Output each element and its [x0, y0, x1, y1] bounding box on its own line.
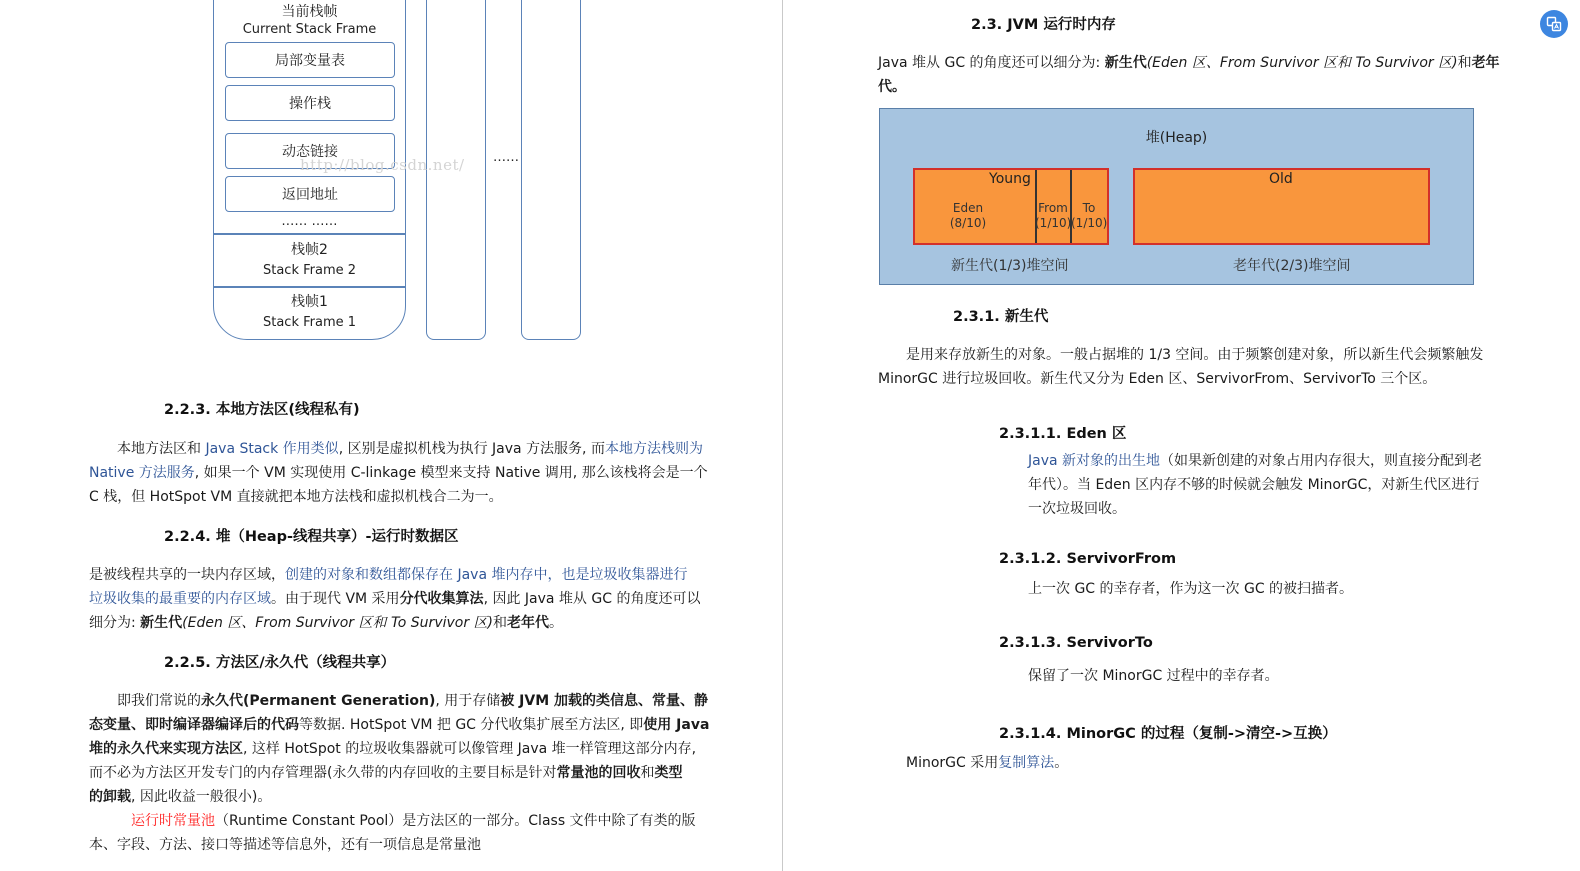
- left-page: [0, 0, 783, 871]
- heap-diagram: [879, 108, 1474, 285]
- local-variable-table-box: 局部变量表: [225, 42, 395, 78]
- paragraph-line: C 栈，但 HotSpot VM 直接就把本地方法栈和虚拟机栈合二为一。: [89, 489, 503, 505]
- paragraph-line: 运行时常量池（Runtime Constant Pool）是方法区的一部分。Class 文件中除了有类的版: [131, 813, 696, 829]
- translate-icon[interactable]: [1540, 10, 1568, 38]
- right-page: [784, 0, 1580, 871]
- thread-stack-column: [521, 0, 581, 340]
- paragraph-line: 堆的永久代来实现方法区, 这样 HotSpot 的垃圾收集器就可以像管理 Java 堆一样管理这部分内存,: [89, 741, 697, 757]
- paragraph-line: 本、字段、方法、接口等描述等信息外，还有一项信息是常量池: [89, 837, 481, 853]
- from-survivor-label: From (1/10): [1035, 201, 1072, 230]
- paragraph-line: 的卸载, 因此收益一般很小)。: [89, 789, 272, 805]
- frame-divider: [214, 286, 405, 288]
- paragraph-line: 上一次 GC 的幸存者，作为这一次 GC 的被扫描者。: [1028, 581, 1354, 597]
- paragraph-line: Java 新对象的出生地（如果新创建的对象占用内存很大，则直接分配到老: [1028, 453, 1483, 469]
- paragraph-line: Native 方法服务, 如果一个 VM 实现使用 C-linkage 模型来支持 Native 调用, 那么该栈将会是一个: [89, 465, 708, 481]
- section-heading-2312: 2.3.1.2. ServivorFrom: [999, 551, 1177, 567]
- paragraph-line: 细分为: 新生代(Eden 区、From Survivor 区和 To Survivor 区)和老年代。: [89, 615, 564, 631]
- young-generation-block: [913, 168, 1109, 245]
- frame-dots: …… ……: [281, 214, 338, 229]
- section-heading-2314: 2.3.1.4. MinorGC 的过程（复制->清空->互换）: [999, 726, 1337, 742]
- paragraph-line: 本地方法区和 Java Stack 作用类似, 区别是虚拟机栈为执行 Java 方法服务, 而本地方法栈则为: [117, 441, 703, 457]
- section-heading-23: 2.3. JVM 运行时内存: [971, 17, 1116, 33]
- stack-frame-1-en: Stack Frame 1: [262, 315, 357, 330]
- operand-stack-box: 操作栈: [225, 85, 395, 121]
- section-heading-223: 2.2.3. 本地方法区(线程私有): [164, 402, 360, 418]
- frame-divider: [214, 233, 405, 235]
- stack-frame-2-cn: 栈帧2: [291, 242, 328, 258]
- stack-frame-1-cn: 栈帧1: [291, 294, 328, 310]
- section-heading-2313: 2.3.1.3. ServivorTo: [999, 635, 1153, 651]
- paragraph-line: 即我们常说的永久代(Permanent Generation), 用于存储被 JVM 加载的类信息、常量、静: [117, 693, 709, 709]
- current-frame-subtitle: Current Stack Frame: [242, 22, 377, 37]
- young-label: Young: [989, 171, 1031, 187]
- section-heading-224: 2.2.4. 堆（Heap-线程共享）-运行时数据区: [164, 529, 459, 545]
- to-survivor-label: To (1/10): [1071, 201, 1108, 230]
- page-divider: [782, 0, 783, 871]
- csdn-watermark: http://blog.csdn.net/: [300, 156, 465, 174]
- paragraph-line: 是被线程共享的一块内存区域，创建的对象和数组都保存在 Java 堆内存中，也是垃圾收集器进行: [89, 567, 688, 583]
- paragraph-line: 保留了一次 MinorGC 过程中的幸存者。: [1028, 668, 1279, 684]
- paragraph-line: 是用来存放新生的对象。一般占据堆的 1/3 空间。由于频繁创建对象，所以新生代会频繁触发: [906, 347, 1484, 363]
- current-frame-title: 当前栈帧: [281, 4, 338, 20]
- paragraph-line: 而不必为方法区开发专门的内存管理器(永久带的内存回收的主要目标是针对常量池的回收和类型: [89, 765, 683, 781]
- section-heading-231: 2.3.1. 新生代: [953, 309, 1049, 325]
- more-threads-ellipsis: ……: [493, 150, 519, 165]
- eden-label: Eden (8/10): [949, 201, 987, 230]
- paragraph-line: MinorGC 进行垃圾回收。新生代又分为 Eden 区、ServivorFrom、ServivorTo 三个区。: [878, 371, 1437, 387]
- section-heading-2311: 2.3.1.1. Eden 区: [999, 426, 1127, 442]
- return-address-box: 返回地址: [225, 176, 395, 212]
- old-generation-block: [1133, 168, 1430, 245]
- young-gen-caption: 新生代(1/3)堆空间: [951, 258, 1069, 274]
- paragraph-line: 一次垃圾回收。: [1028, 501, 1126, 517]
- paragraph-line: 垃圾收集的最重要的内存区域。由于现代 VM 采用分代收集算法, 因此 Java 堆从 GC 的角度还可以: [89, 591, 701, 607]
- paragraph-line: 态变量、即时编译器编译后的代码等数据. HotSpot VM 把 GC 分代收集扩展至方法区, 即使用 Java: [89, 717, 710, 733]
- section-heading-225: 2.2.5. 方法区/永久代（线程共享）: [164, 655, 396, 671]
- paragraph-line: 代。: [878, 79, 906, 95]
- heap-title: 堆(Heap): [1145, 130, 1208, 146]
- paragraph-line: Java 堆从 GC 的角度还可以细分为: 新生代(Eden 区、From Survivor 区和 To Survivor 区)和老年: [878, 55, 1500, 71]
- dynamic-linking-box: 动态链接: [225, 133, 395, 169]
- paragraph-line: 年代）。当 Eden 区内存不够的时候就会触发 MinorGC，对新生代区进行: [1028, 477, 1480, 493]
- paragraph-line: MinorGC 采用复制算法。: [906, 755, 1069, 771]
- old-label: Old: [1269, 171, 1293, 187]
- old-gen-caption: 老年代(2/3)堆空间: [1233, 258, 1351, 274]
- stack-frame-2-en: Stack Frame 2: [262, 263, 357, 278]
